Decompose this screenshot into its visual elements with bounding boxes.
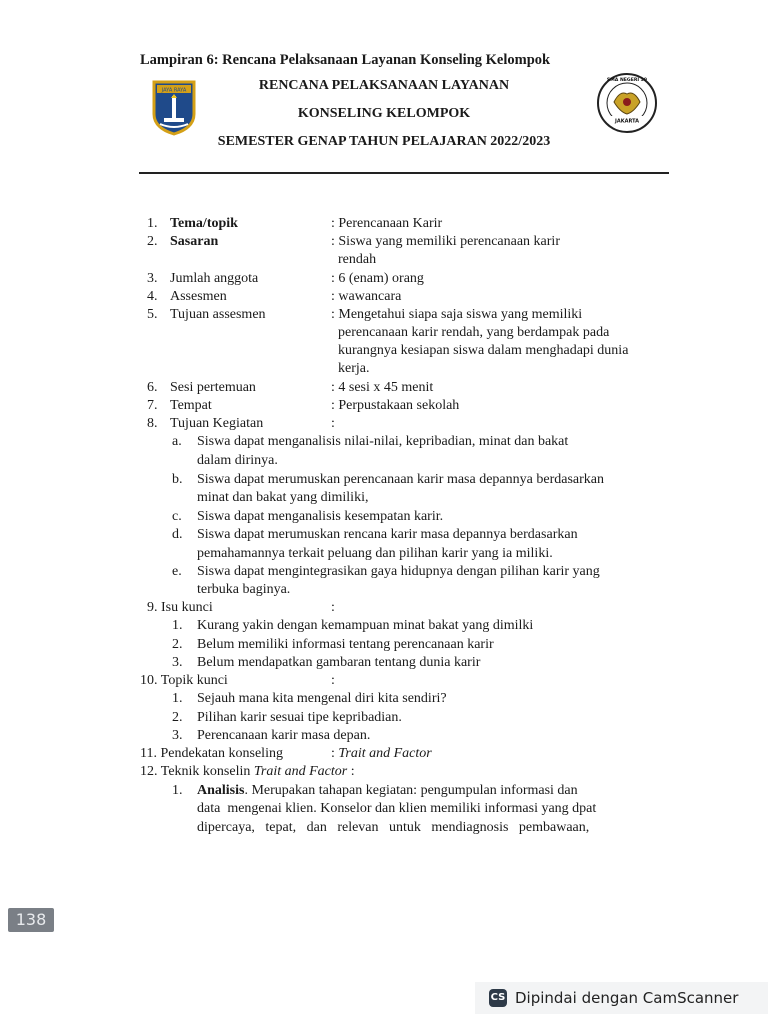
item-7-value: : Perpustakaan sekolah <box>331 398 460 413</box>
item-5-number: 5. <box>147 307 158 322</box>
item-3-value: : 6 (enam) orang <box>331 271 424 286</box>
item-4-value: : wawancara <box>331 289 402 304</box>
item-7-label: Tempat <box>170 398 212 413</box>
approach-label: 11. Pendekatan konseling <box>140 746 283 761</box>
goal-a-line-1: Siswa dapat menganalisis nilai-nilai, kepribadian, minat dan bakat <box>197 434 569 449</box>
goal-a-marker: a. <box>172 434 182 449</box>
header-divider <box>139 172 669 174</box>
item-6-number: 6. <box>147 380 158 395</box>
issue-1-marker: 1. <box>172 618 183 633</box>
item-3-number: 3. <box>147 271 158 286</box>
item-3-label: Jumlah anggota <box>170 271 259 286</box>
svg-text:JAYA RAYA: JAYA RAYA <box>161 87 187 94</box>
item-7-number: 7. <box>147 398 158 413</box>
key-topics-colon: : <box>331 673 335 688</box>
goal-c-marker: c. <box>172 509 182 524</box>
goal-e-marker: e. <box>172 564 182 579</box>
school-seal-logo <box>596 72 658 134</box>
goal-c-line-1: Siswa dapat menganalisis kesempatan karir. <box>197 509 444 524</box>
item-8-value: : <box>331 416 335 431</box>
item-1-label: Tema/topik <box>170 216 238 231</box>
item-8-label: Tujuan Kegiatan <box>170 416 264 431</box>
page-number-badge: 138 <box>8 908 54 932</box>
item-5-value: : Mengetahui siapa saja siswa yang memiliki <box>331 307 583 322</box>
issue-3-marker: 3. <box>172 655 183 670</box>
doc-title-line-1: RENCANA PELAKSANAAN LAYANAN <box>258 78 510 93</box>
item-2-value: : Siswa yang memiliki perencanaan karir <box>331 234 560 249</box>
technique-label: 12. Teknik konselin Trait and Factor : <box>140 764 355 779</box>
approach-value: : Trait and Factor <box>331 746 432 761</box>
goal-d-line-1: Siswa dapat merumuskan rencana karir masa depannya berdasarkan <box>197 527 578 542</box>
analysis-line-1: Analisis. Merupakan tahapan kegiatan: pengumpulan informasi dan <box>197 783 578 798</box>
analysis-term: Analisis <box>197 783 245 798</box>
goal-b-line-1: Siswa dapat merumuskan perencanaan karir masa depannya berdasarkan <box>197 472 604 487</box>
doc-title-line-3: SEMESTER GENAP TAHUN PELAJARAN 2022/2023 <box>217 134 551 149</box>
goal-e-line-1: Siswa dapat mengintegrasikan gaya hidupnya dengan pilihan karir yang <box>197 564 600 579</box>
analysis-line-3: dipercaya, tepat, dan relevan untuk mendiagnosis pembawaan, <box>197 820 590 835</box>
doc-title-line-2: KONSELING KELOMPOK <box>297 106 471 121</box>
item-1-value: : Perencanaan Karir <box>331 216 443 231</box>
item-6-label: Sesi pertemuan <box>170 380 256 395</box>
approach-value-italic: Trait and Factor <box>338 746 432 761</box>
issue-1-text: Kurang yakin dengan kemampuan minat bakat yang dimilki <box>197 618 534 633</box>
topic-2-marker: 2. <box>172 710 183 725</box>
item-8-number: 8. <box>147 416 158 431</box>
key-topics-label: 10. Topik kunci <box>140 673 228 688</box>
goal-a-line-2: dalam dirinya. <box>197 453 278 468</box>
item-1-number: 1. <box>147 216 158 231</box>
item-2-label: Sasaran <box>170 234 219 249</box>
item-5-value-line-2: perencanaan karir rendah, yang berdampak pada <box>338 325 610 340</box>
topic-3-marker: 3. <box>172 728 183 743</box>
analysis-line-2: data mengenai klien. Konselor dan klien memiliki informasi yang dpat <box>197 801 597 816</box>
goal-b-line-2: minat dan bakat yang dimiliki, <box>197 490 369 505</box>
appendix-title: Lampiran 6: Rencana Pelaksanaan Layanan Konseling Kelompok <box>140 52 551 68</box>
topic-3-text: Perencanaan karir masa depan. <box>197 728 371 743</box>
topic-2-text: Pilihan karir sesuai tipe kepribadian. <box>197 710 402 725</box>
analysis-marker: 1. <box>172 783 183 798</box>
key-issues-colon: : <box>331 600 335 615</box>
key-issues-label: 9. Isu kunci <box>147 600 213 615</box>
goal-d-marker: d. <box>172 527 183 542</box>
goal-b-marker: b. <box>172 472 183 487</box>
svg-text:SMA NEGERI 39: SMA NEGERI 39 <box>606 78 648 83</box>
goal-d-line-2: pemahamannya terkait peluang dan pilihan karir yang ia miliki. <box>197 546 553 561</box>
topic-1-text: Sejauh mana kita mengenal diri kita sendiri? <box>197 691 447 706</box>
topic-1-marker: 1. <box>172 691 183 706</box>
svg-text:JAKARTA: JAKARTA <box>615 118 639 125</box>
item-2-number: 2. <box>147 234 158 249</box>
item-4-number: 4. <box>147 289 158 304</box>
item-2-value-cont: rendah <box>338 252 377 267</box>
issue-2-marker: 2. <box>172 637 183 652</box>
item-5-label: Tujuan assesmen <box>170 307 266 322</box>
item-4-label: Assesmen <box>170 289 227 304</box>
item-5-value-line-3: kurangnya kesiapan siswa dalam menghadapi dunia <box>338 343 629 358</box>
camscanner-icon: CS <box>489 989 507 1007</box>
issue-2-text: Belum memiliki informasi tentang perencanaan karir <box>197 637 494 652</box>
issue-3-text: Belum mendapatkan gambaran tentang dunia karir <box>197 655 481 670</box>
scanner-watermark-text: Dipindai dengan CamScanner <box>515 989 739 1007</box>
goal-e-line-2: terbuka baginya. <box>197 582 291 597</box>
item-6-value: : 4 sesi x 45 menit <box>331 380 434 395</box>
technique-italic: Trait and Factor <box>253 764 348 779</box>
item-5-value-line-4: kerja. <box>338 361 370 376</box>
